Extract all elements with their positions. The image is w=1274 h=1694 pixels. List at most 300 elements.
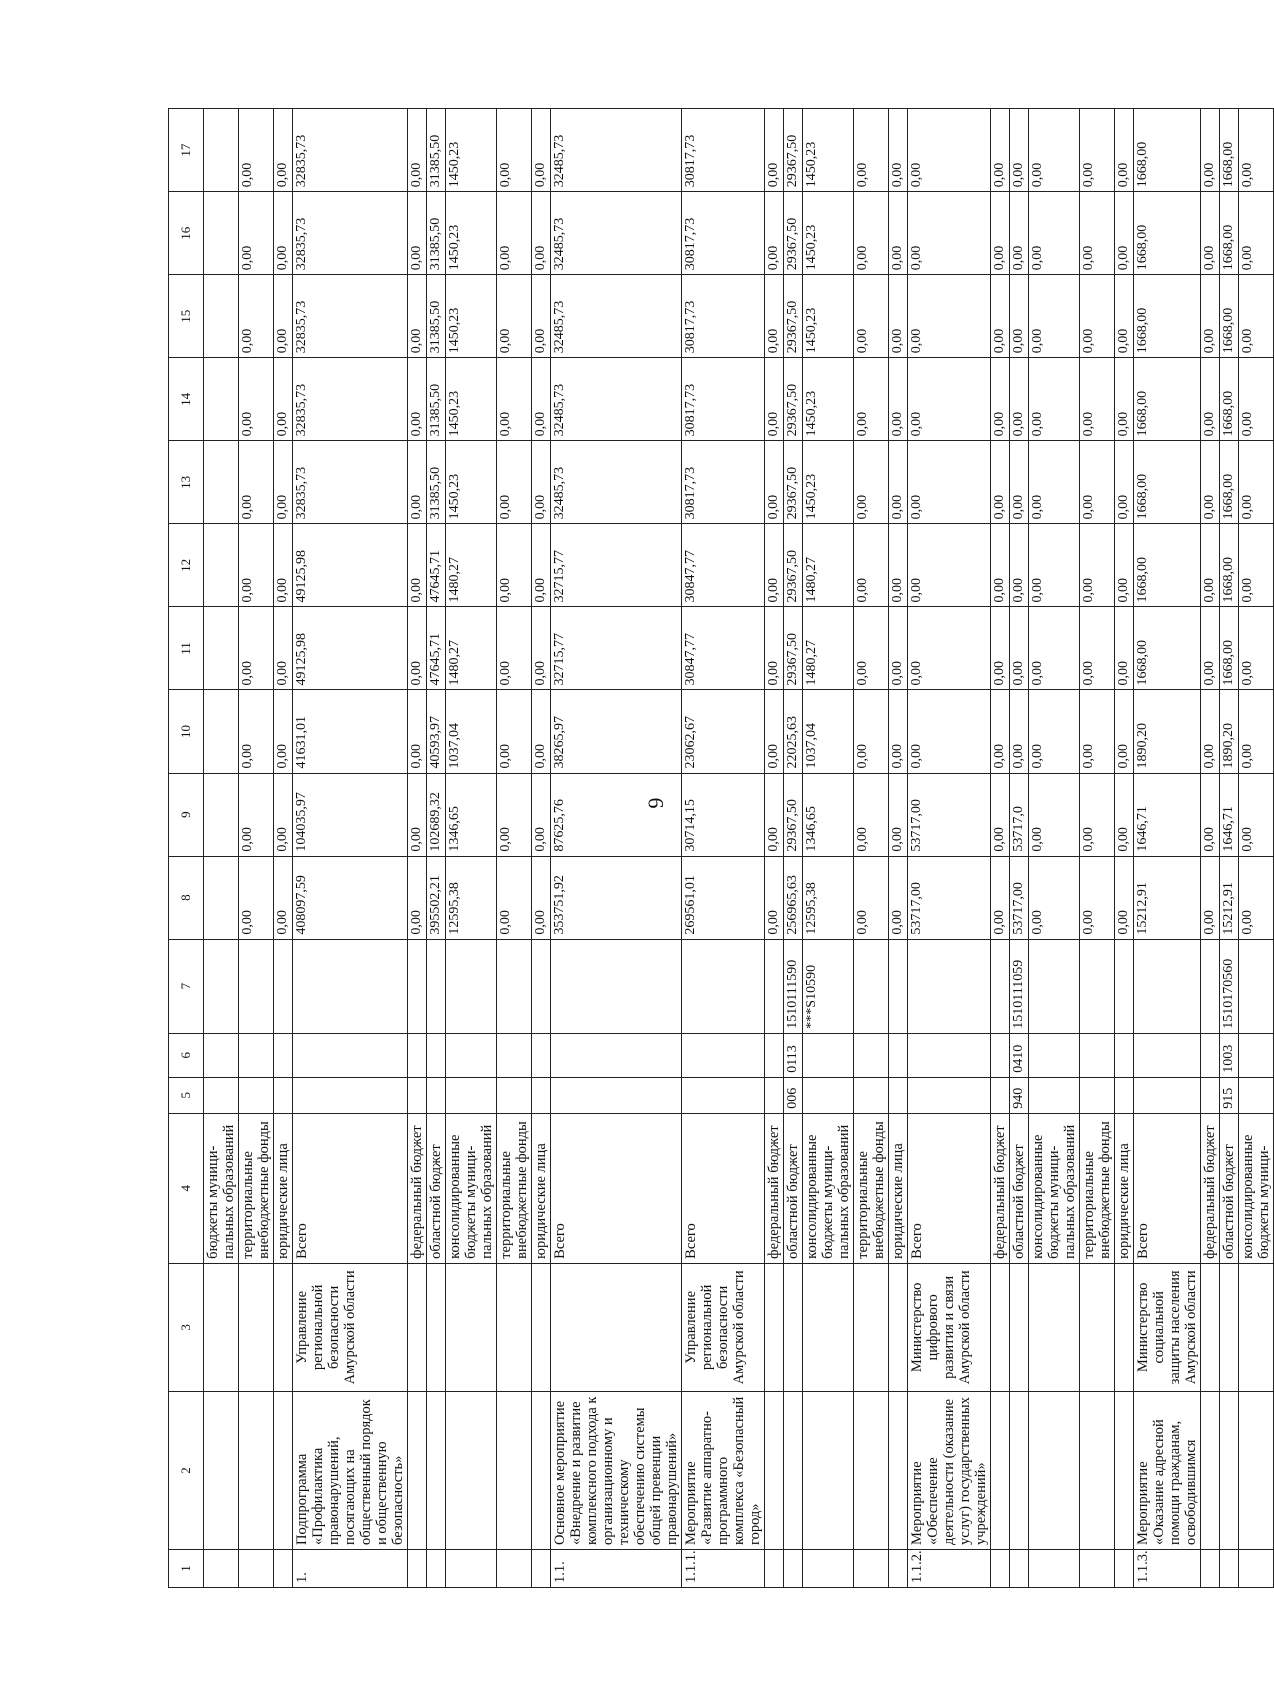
amount-cell: 0,00 (908, 109, 991, 192)
amount-cell: 0,00 (991, 524, 1010, 607)
amount-cell: 0,00 (1010, 275, 1029, 358)
section-code-cell (908, 1033, 991, 1077)
amount-cell: 0,00 (1029, 192, 1080, 275)
funding-source-cell: областной бюджет (1220, 1113, 1239, 1263)
row-number-cell (991, 1549, 1010, 1587)
funding-source-cell: федеральный бюджет (408, 1113, 427, 1263)
grbs-code-cell (532, 1077, 551, 1113)
amount-cell: 0,00 (908, 192, 991, 275)
amount-cell: 0,00 (889, 441, 908, 524)
executor-cell (274, 1263, 293, 1391)
amount-cell: 0,00 (1080, 856, 1115, 939)
amount-cell: 0,00 (1029, 441, 1080, 524)
funding-source-cell: юридические лица (274, 1113, 293, 1263)
amount-cell: 0,00 (1010, 109, 1029, 192)
grbs-code-cell (427, 1077, 446, 1113)
amount-cell: 0,00 (908, 441, 991, 524)
amount-cell: 0,00 (274, 856, 293, 939)
amount-cell: 23062,67 (682, 690, 765, 773)
amount-cell: 0,00 (1115, 773, 1134, 856)
grbs-code-cell (1029, 1077, 1080, 1113)
amount-cell: 29367,50 (784, 441, 803, 524)
event-name-cell (446, 1391, 497, 1549)
amount-cell: 0,00 (765, 607, 784, 690)
event-name-cell (1201, 1391, 1220, 1549)
event-name-cell (1010, 1391, 1029, 1549)
executor-cell (1115, 1263, 1134, 1391)
amount-cell: 0,00 (1239, 275, 1274, 358)
executor-cell (889, 1263, 908, 1391)
executor-cell (1239, 1263, 1274, 1391)
amount-cell: 0,00 (1201, 441, 1220, 524)
section-code-cell (274, 1033, 293, 1077)
amount-cell: 0,00 (408, 524, 427, 607)
amount-cell: 0,00 (1115, 358, 1134, 441)
amount-cell: 0,00 (274, 109, 293, 192)
amount-cell: 1480,27 (446, 607, 497, 690)
target-article-cell (532, 939, 551, 1033)
grbs-code-cell (803, 1077, 854, 1113)
funding-source-cell: консолидированные бюджеты муници-пальных образований (1029, 1113, 1080, 1263)
amount-cell: 0,00 (765, 109, 784, 192)
amount-cell: 0,00 (908, 358, 991, 441)
event-name-cell (1080, 1391, 1115, 1549)
amount-cell: 0,00 (991, 192, 1010, 275)
amount-cell: 269561,01 (682, 856, 765, 939)
amount-cell: 0,00 (239, 856, 274, 939)
table-row (427, 109, 446, 1588)
amount-cell: 0,00 (532, 773, 551, 856)
amount-cell: 0,00 (239, 109, 274, 192)
section-code-cell (551, 1033, 682, 1077)
row-number-cell: 1.1.3. (1134, 1549, 1201, 1587)
amount-cell: 1450,23 (803, 275, 854, 358)
amount-cell: 0,00 (408, 109, 427, 192)
amount-cell: 49125,98 (293, 524, 408, 607)
column-number-header: 9 (169, 773, 204, 856)
event-name-cell: Мероприятие «Оказание адресной помощи гражданам, освободившимся (1134, 1391, 1201, 1549)
table-body (204, 109, 1274, 1588)
amount-cell: 0,00 (274, 690, 293, 773)
executor-cell: Министерство цифрового развития и связи Амурской области (908, 1263, 991, 1391)
amount-cell: 30714,15 (682, 773, 765, 856)
amount-cell: 0,00 (1080, 690, 1115, 773)
amount-cell: 0,00 (239, 773, 274, 856)
row-number-cell (889, 1549, 908, 1587)
row-number-cell (446, 1549, 497, 1587)
target-article-cell (889, 939, 908, 1033)
executor-cell: Министерство социальной защиты населения Амурской области (1134, 1263, 1201, 1391)
amount-cell: 15212,91 (1220, 856, 1239, 939)
amount-cell: 0,00 (1010, 358, 1029, 441)
grbs-code-cell (889, 1077, 908, 1113)
row-number-cell (408, 1549, 427, 1587)
amount-cell: 0,00 (1029, 524, 1080, 607)
row-number-cell (239, 1549, 274, 1587)
amount-cell: 1037,04 (803, 690, 854, 773)
funding-source-cell: областной бюджет (784, 1113, 803, 1263)
grbs-code-cell: 940 (1010, 1077, 1029, 1113)
amount-cell: 29367,50 (784, 524, 803, 607)
amount-cell: 30817,73 (682, 358, 765, 441)
amount-cell: 0,00 (1201, 275, 1220, 358)
amount-cell: 31385,50 (427, 192, 446, 275)
row-number-cell (1029, 1549, 1080, 1587)
column-number-header: 4 (169, 1113, 204, 1263)
amount-cell: 0,00 (854, 524, 889, 607)
executor-cell (1201, 1263, 1220, 1391)
amount-cell (204, 358, 239, 441)
amount-cell (204, 856, 239, 939)
amount-cell: 0,00 (497, 524, 532, 607)
amount-cell: 32485,73 (551, 441, 682, 524)
section-code-cell (446, 1033, 497, 1077)
grbs-code-cell: 915 (1220, 1077, 1239, 1113)
amount-cell: 0,00 (1239, 192, 1274, 275)
amount-cell: 0,00 (765, 192, 784, 275)
amount-cell: 0,00 (532, 524, 551, 607)
table-row (1080, 109, 1115, 1588)
amount-cell: 0,00 (1201, 192, 1220, 275)
target-article-cell (991, 939, 1010, 1033)
amount-cell: 1037,04 (446, 690, 497, 773)
amount-cell: 0,00 (889, 275, 908, 358)
amount-cell (204, 192, 239, 275)
amount-cell: 0,00 (1239, 856, 1274, 939)
amount-cell: 0,00 (1029, 275, 1080, 358)
amount-cell: 0,00 (239, 607, 274, 690)
row-number-cell: 1.1.1. (682, 1549, 765, 1587)
amount-cell (204, 109, 239, 192)
amount-cell: 0,00 (497, 607, 532, 690)
amount-cell: 0,00 (908, 690, 991, 773)
target-article-cell (1029, 939, 1080, 1033)
column-number-header: 7 (169, 939, 204, 1033)
amount-cell: 1646,71 (1220, 773, 1239, 856)
amount-cell: 0,00 (1239, 109, 1274, 192)
funding-source-cell: консолидированные бюджеты муници- (1239, 1113, 1274, 1263)
amount-cell: 1450,23 (446, 109, 497, 192)
amount-cell: 0,00 (274, 524, 293, 607)
amount-cell: 29367,50 (784, 607, 803, 690)
table-row (551, 109, 682, 1588)
funding-source-cell: юридические лица (1115, 1113, 1134, 1263)
amount-cell: 0,00 (532, 275, 551, 358)
budget-table (168, 108, 1274, 1588)
amount-cell: 0,00 (1115, 607, 1134, 690)
amount-cell: 0,00 (1115, 275, 1134, 358)
amount-cell: 0,00 (1080, 275, 1115, 358)
amount-cell: 22025,63 (784, 690, 803, 773)
row-number-cell: 1.1. (551, 1549, 682, 1587)
row-number-cell (1080, 1549, 1115, 1587)
amount-cell: 0,00 (408, 607, 427, 690)
amount-cell: 0,00 (497, 856, 532, 939)
table-row (908, 109, 991, 1588)
amount-cell: 0,00 (274, 192, 293, 275)
section-code-cell (854, 1033, 889, 1077)
amount-cell: 0,00 (239, 524, 274, 607)
event-name-cell (1115, 1391, 1134, 1549)
amount-cell: 0,00 (1080, 192, 1115, 275)
amount-cell: 0,00 (497, 275, 532, 358)
amount-cell: 53717,0 (1010, 773, 1029, 856)
amount-cell: 0,00 (765, 856, 784, 939)
amount-cell: 0,00 (991, 109, 1010, 192)
grbs-code-cell (854, 1077, 889, 1113)
column-number-header: 17 (169, 109, 204, 192)
amount-cell: 0,00 (239, 192, 274, 275)
amount-cell: 0,00 (1201, 773, 1220, 856)
event-name-cell (204, 1391, 239, 1549)
amount-cell: 1450,23 (803, 109, 854, 192)
amount-cell: 32485,73 (551, 109, 682, 192)
executor-cell (427, 1263, 446, 1391)
grbs-code-cell (204, 1077, 239, 1113)
table-row (1029, 109, 1080, 1588)
row-number-cell (784, 1549, 803, 1587)
grbs-code-cell (408, 1077, 427, 1113)
amount-cell: 0,00 (408, 358, 427, 441)
column-number-row (169, 109, 204, 1588)
amount-cell: 0,00 (889, 607, 908, 690)
executor-cell (408, 1263, 427, 1391)
amount-cell: 1890,20 (1220, 690, 1239, 773)
executor-cell (446, 1263, 497, 1391)
amount-cell: 0,00 (1239, 773, 1274, 856)
target-article-cell (293, 939, 408, 1033)
amount-cell: 1646,71 (1134, 773, 1201, 856)
amount-cell: 1480,27 (803, 607, 854, 690)
amount-cell: 0,00 (1010, 607, 1029, 690)
target-article-cell: ***S10590 (803, 939, 854, 1033)
amount-cell: 1346,65 (803, 773, 854, 856)
amount-cell: 0,00 (1201, 524, 1220, 607)
executor-cell (1220, 1263, 1239, 1391)
amount-cell: 40593,97 (427, 690, 446, 773)
amount-cell (204, 275, 239, 358)
column-number-header: 5 (169, 1077, 204, 1113)
amount-cell: 1668,00 (1134, 607, 1201, 690)
executor-cell (1010, 1263, 1029, 1391)
event-name-cell (408, 1391, 427, 1549)
budget-table-rotated (168, 108, 1272, 1588)
target-article-cell (854, 939, 889, 1033)
amount-cell: 0,00 (854, 773, 889, 856)
target-article-cell (1201, 939, 1220, 1033)
grbs-code-cell (1134, 1077, 1201, 1113)
executor-cell (803, 1263, 854, 1391)
row-number-cell (497, 1549, 532, 1587)
table-row (765, 109, 784, 1588)
amount-cell: 0,00 (889, 358, 908, 441)
amount-cell: 32835,73 (293, 109, 408, 192)
amount-cell: 0,00 (274, 358, 293, 441)
amount-cell: 0,00 (1115, 690, 1134, 773)
funding-source-cell: территориальные внебюджетные фонды (497, 1113, 532, 1263)
column-number-header: 10 (169, 690, 204, 773)
target-article-cell (1115, 939, 1134, 1033)
executor-cell (239, 1263, 274, 1391)
section-code-cell (1115, 1033, 1134, 1077)
amount-cell: 0,00 (765, 524, 784, 607)
funding-source-cell: федеральный бюджет (1201, 1113, 1220, 1263)
amount-cell: 0,00 (497, 690, 532, 773)
amount-cell: 32835,73 (293, 192, 408, 275)
amount-cell: 0,00 (889, 109, 908, 192)
amount-cell: 0,00 (1115, 441, 1134, 524)
grbs-code-cell (1115, 1077, 1134, 1113)
funding-source-cell: Всего (551, 1113, 682, 1263)
table-row (408, 109, 427, 1588)
column-number-header: 14 (169, 358, 204, 441)
amount-cell: 29367,50 (784, 358, 803, 441)
amount-cell (204, 441, 239, 524)
grbs-code-cell (274, 1077, 293, 1113)
amount-cell: 29367,50 (784, 109, 803, 192)
grbs-code-cell (908, 1077, 991, 1113)
amount-cell: 0,00 (497, 441, 532, 524)
event-name-cell (854, 1391, 889, 1549)
target-article-cell (765, 939, 784, 1033)
amount-cell: 0,00 (1029, 856, 1080, 939)
amount-cell: 1668,00 (1134, 109, 1201, 192)
event-name-cell (239, 1391, 274, 1549)
executor-cell (1080, 1263, 1115, 1391)
amount-cell: 0,00 (1201, 690, 1220, 773)
amount-cell: 0,00 (532, 358, 551, 441)
funding-source-cell: территориальные внебюджетные фонды (239, 1113, 274, 1263)
amount-cell: 0,00 (908, 607, 991, 690)
amount-cell: 15212,91 (1134, 856, 1201, 939)
grbs-code-cell: 006 (784, 1077, 803, 1113)
event-name-cell (1239, 1391, 1274, 1549)
amount-cell: 0,00 (908, 524, 991, 607)
amount-cell: 1450,23 (803, 358, 854, 441)
amount-cell: 1668,00 (1220, 441, 1239, 524)
amount-cell: 0,00 (497, 109, 532, 192)
section-code-cell (497, 1033, 532, 1077)
amount-cell: 0,00 (991, 773, 1010, 856)
event-name-cell (1220, 1391, 1239, 1549)
event-name-cell (532, 1391, 551, 1549)
target-article-cell: 1510111590 (784, 939, 803, 1033)
amount-cell: 53717,00 (1010, 856, 1029, 939)
table-row (854, 109, 889, 1588)
section-code-cell (532, 1033, 551, 1077)
amount-cell: 1450,23 (446, 275, 497, 358)
amount-cell: 32485,73 (551, 192, 682, 275)
row-number-cell (1115, 1549, 1134, 1587)
grbs-code-cell (497, 1077, 532, 1113)
amount-cell: 0,00 (408, 441, 427, 524)
amount-cell: 32485,73 (551, 275, 682, 358)
amount-cell: 0,00 (889, 773, 908, 856)
amount-cell: 0,00 (1080, 441, 1115, 524)
amount-cell: 0,00 (1080, 524, 1115, 607)
amount-cell: 1450,23 (803, 192, 854, 275)
target-article-cell (497, 939, 532, 1033)
amount-cell: 0,00 (889, 524, 908, 607)
row-number-cell (1220, 1549, 1239, 1587)
amount-cell: 0,00 (1201, 607, 1220, 690)
amount-cell: 1480,27 (446, 524, 497, 607)
funding-source-cell: Всего (908, 1113, 991, 1263)
amount-cell: 0,00 (765, 690, 784, 773)
amount-cell (204, 773, 239, 856)
table-row (784, 109, 803, 1588)
grbs-code-cell (765, 1077, 784, 1113)
amount-cell: 53717,00 (908, 856, 991, 939)
amount-cell: 0,00 (1201, 358, 1220, 441)
table-row (889, 109, 908, 1588)
executor-cell (1029, 1263, 1080, 1391)
amount-cell: 30847,77 (682, 524, 765, 607)
amount-cell: 31385,50 (427, 441, 446, 524)
table-row (1239, 109, 1274, 1588)
amount-cell: 1668,00 (1134, 358, 1201, 441)
executor-cell: Управление региональной безопасности Амурской области (682, 1263, 765, 1391)
amount-cell: 0,00 (408, 192, 427, 275)
table-row (204, 109, 239, 1588)
amount-cell: 1668,00 (1220, 524, 1239, 607)
table-row (682, 109, 765, 1588)
event-name-cell (497, 1391, 532, 1549)
executor-cell (991, 1263, 1010, 1391)
row-number-cell (1239, 1549, 1274, 1587)
column-number-header: 6 (169, 1033, 204, 1077)
amount-cell: 0,00 (408, 690, 427, 773)
amount-cell: 104035,97 (293, 773, 408, 856)
executor-cell (497, 1263, 532, 1391)
amount-cell: 1346,65 (446, 773, 497, 856)
amount-cell: 0,00 (274, 607, 293, 690)
amount-cell: 0,00 (991, 607, 1010, 690)
target-article-cell (239, 939, 274, 1033)
amount-cell: 0,00 (765, 358, 784, 441)
target-article-cell (1134, 939, 1201, 1033)
amount-cell: 0,00 (1115, 856, 1134, 939)
amount-cell: 47645,71 (427, 524, 446, 607)
amount-cell: 0,00 (532, 856, 551, 939)
amount-cell: 0,00 (765, 275, 784, 358)
row-number-cell: 1. (293, 1549, 408, 1587)
table-row (293, 109, 408, 1588)
executor-cell (551, 1263, 682, 1391)
row-number-cell (765, 1549, 784, 1587)
event-name-cell: Мероприятие «Развитие аппаратно-программного комплекса «Безопасный город» (682, 1391, 765, 1549)
amount-cell: 41631,01 (293, 690, 408, 773)
table-row (1201, 109, 1220, 1588)
section-code-cell (1080, 1033, 1115, 1077)
event-name-cell (991, 1391, 1010, 1549)
amount-cell: 1668,00 (1134, 441, 1201, 524)
row-number-cell (1201, 1549, 1220, 1587)
amount-cell: 0,00 (1239, 358, 1274, 441)
amount-cell: 1668,00 (1134, 192, 1201, 275)
amount-cell: 0,00 (854, 358, 889, 441)
amount-cell: 0,00 (532, 192, 551, 275)
amount-cell: 256965,63 (784, 856, 803, 939)
amount-cell: 12595,38 (446, 856, 497, 939)
section-code-cell (1134, 1033, 1201, 1077)
section-code-cell (408, 1033, 427, 1077)
amount-cell: 1450,23 (446, 192, 497, 275)
amount-cell: 30817,73 (682, 109, 765, 192)
executor-cell (204, 1263, 239, 1391)
target-article-cell (427, 939, 446, 1033)
amount-cell: 353751,92 (551, 856, 682, 939)
